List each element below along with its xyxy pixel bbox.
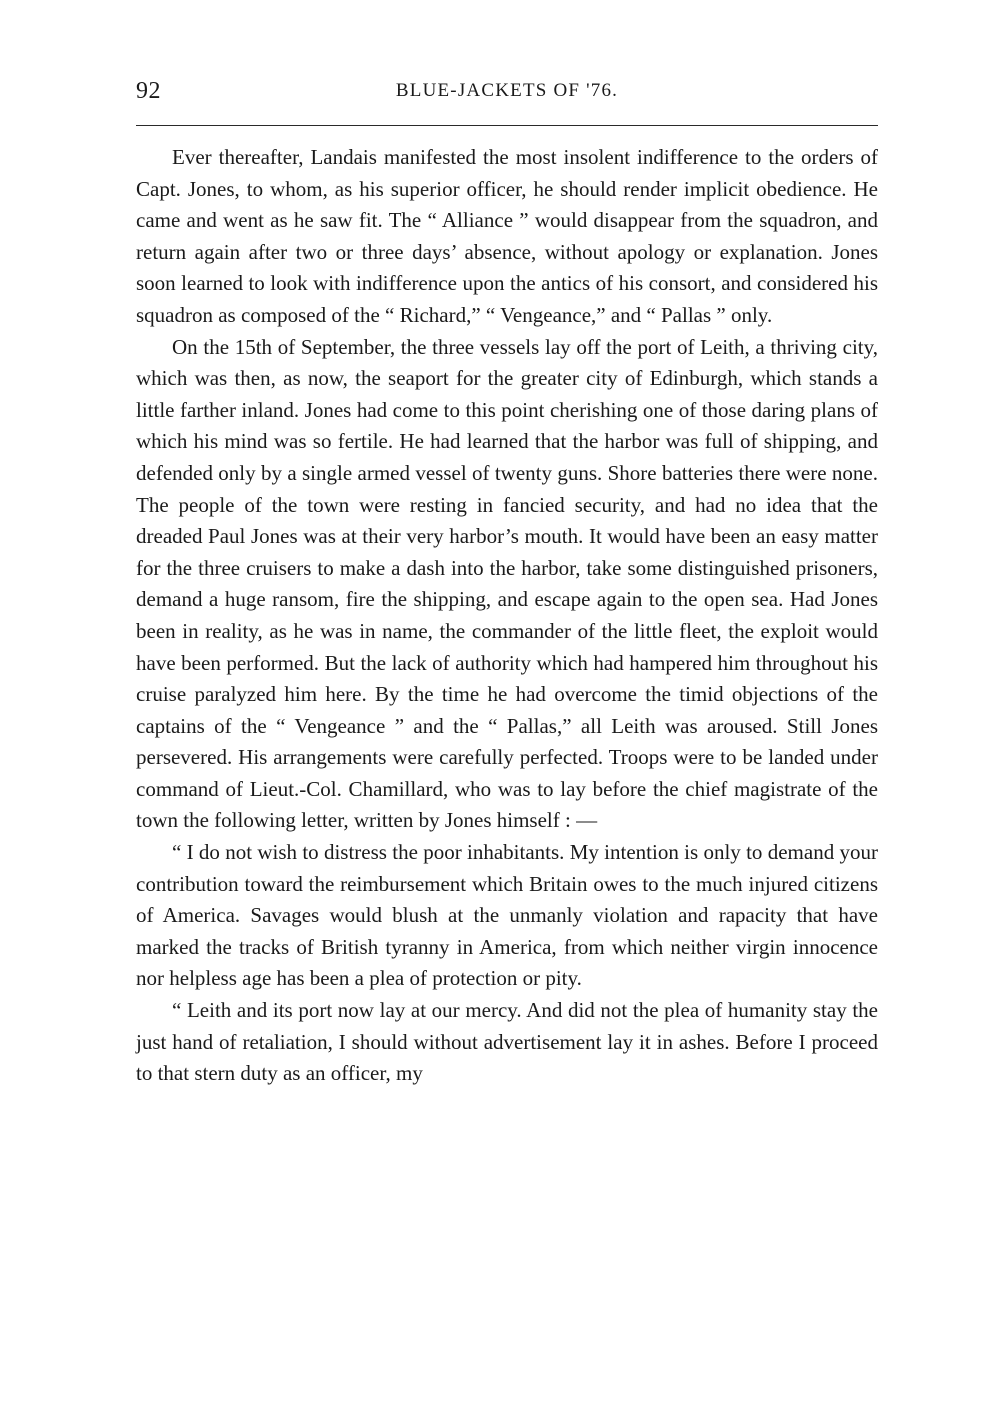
body-text — [136, 142, 878, 1090]
running-title: BLUE-JACKETS OF '76. — [395, 80, 619, 101]
paragraph-1: Ever thereafter, Landais manifested the most insolent indifference to the orders of Capt. Jones, to whom, as his superior officer, he should render implicit obedience. He came and went as he saw fit. The “ Alliance ” would disappear from the squadron, and return again after two or three days’ absence, without apology or explanation. Jones soon learned to look with indifference upon the antics of his consort, and considered his squadron as composed of the “ Richard,” “ Vengeance,” and “ Pallas ” only. — [136, 145, 878, 327]
paragraph-3: “ I do not wish to distress the poor inhabitants. My intention is only to demand your contribution toward the reimbursement which Britain owes to the much injured citizens of America. Savages would blush at the unmanly violation and rapacity that have marked the tracks of British tyranny in America, from which neither virgin innocence nor helpless age has been a plea of protection or pity. — [136, 840, 878, 991]
running-head — [136, 78, 878, 112]
header-rule — [136, 125, 878, 126]
paragraph-4: “ Leith and its port now lay at our mercy. And did not the plea of humanity stay the just hand of retaliation, I should without advertisement lay it in ashes. Before I proceed to that stern duty as an officer, my — [136, 998, 878, 1086]
page-number: 92 — [136, 78, 161, 104]
paragraph-2: On the 15th of September, the three vessels lay off the port of Leith, a thriving city, which was then, as now, the seaport for the greater city of Edinburgh, which stands a little farther inland. Jones had come to this point cherishing one of those daring plans of which his mind was so fertile. He had learned that the harbor was full of shipping, and defended only by a single armed vessel of twenty guns. Shore batteries there were none. The people of the town were resting in fancied security, and had no idea that the dreaded Paul Jones was at their very harbor’s mouth. It would have been an easy matter for the three cruisers to make a dash into the harbor, take some distinguished prisoners, demand a huge ransom, fire the shipping, and escape again to the open sea. Had Jones been in reality, as he was in name, the commander of the little fleet, the exploit would have been performed. But the lack of authority which had hampered him throughout his cruise paralyzed him here. By the time he had overcome the timid objections of the captains of the “ Vengeance ” and the “ Pallas,” all Leith was aroused. Still Jones persevered. His arrangements were carefully perfected. Troops were to be landed under command of Lieut.-Col. Chamillard, who was to lay before the chief magistrate of the town the following letter, written by Jones himself : — — [136, 334, 878, 833]
